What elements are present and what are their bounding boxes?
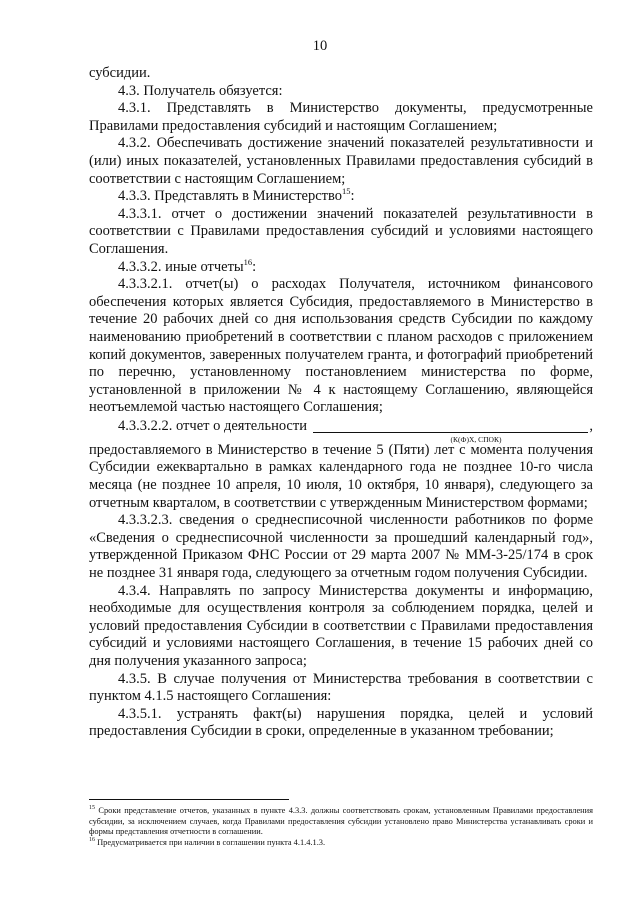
paragraph: 4.3.1. Представлять в Министерство документы, предусмотренные Правилами предоставления субсидий и настоящим Соглашением; xyxy=(89,100,593,134)
page-number: 10 xyxy=(312,38,328,54)
paragraph: 4.3.5.1. устранять факт(ы) нарушения порядка, целей и условий предоставления Субсидии в сроки, определенные в указанном требовании; xyxy=(89,705,593,740)
fill-in-line-row xyxy=(89,417,593,436)
footnote-ref: 16 xyxy=(243,256,253,267)
paragraph-tail: : xyxy=(252,258,257,275)
paragraph-tail: : xyxy=(350,188,355,205)
paragraph: субсидии. xyxy=(89,65,151,81)
footnote-ref: 15 xyxy=(342,186,351,197)
paragraph: 4.3.4. Направлять по запросу Министерства документы и информацию, необходимые для осуществления контроля за соблюдением порядка, целей и условий предоставления Субсидии в соответствии с Правилами предоставления субсидий и условиями настоящего Соглашения, в течение 15 рабочих дней со дня получения указанного запроса; xyxy=(89,582,593,669)
paragraph: предоставляемого в Министерство в течение 5 (Пяти) лет с момента получения Субсидии ежеквартально в рамках календарного года не позднее 10-го числа месяца (не позднее 10 апреля, 10 июля, 10 октября, 10 января), следующего за отчетным кварталом, в соответствии с утвержденным Министерством формами; xyxy=(89,441,593,511)
fill-in-blank xyxy=(313,417,588,433)
footnote-mark: 15 xyxy=(89,805,95,812)
paragraph xyxy=(89,188,593,206)
footnote-divider xyxy=(89,799,289,800)
paragraph-text: 4.3.3.2. иные отчеты xyxy=(118,258,244,275)
document-body xyxy=(89,65,593,741)
paragraph: 4.3.3.2.3. сведения о среднесписочной численности работников по форме «Сведения о среднесписочной численности за прошедший календарный год», утвержденной Приказом ФНС России от 29 марта 2007 № ММ-3-25/174 в срок не позднее 31 января года, следующего за отчетным годом получения Субсидии. xyxy=(89,512,593,582)
footnotes xyxy=(89,806,593,848)
paragraph-tail: , xyxy=(589,418,593,435)
paragraph: 4.3. Получатель обязуется: xyxy=(118,82,283,99)
paragraph xyxy=(89,256,593,277)
blank-hint-caption: (К(Ф)Х, СПОК) xyxy=(450,434,502,444)
footnote xyxy=(89,838,593,849)
footnote-text: Предусматривается при наличии в соглашении пункта 4.1.4.1.3. xyxy=(97,837,326,847)
footnote-text: Сроки представление отчетов, указанных в пункте 4.3.3. должны соответствовать срокам, установленным Правилами предоставления субсидии, за исключением случаев, когда Правилами предоставления субсидии установлено право Министерства устанавливать сроки и формы представления отчетности в соглашении. xyxy=(89,806,593,837)
paragraph: 4.3.5. В случае получения от Министерства требования в соответствии с пунктом 4.1.5 настоящего Соглашения: xyxy=(89,670,593,705)
paragraph: 4.3.3.2.1. отчет(ы) о расходах Получателя, источником финансового обеспечения которых является Субсидия, предоставляемого в Министерство в течение 20 рабочих дней со дня использования средств Субсидии по каждому наименованию приобретений в соответствии с планом расходов с приложением копий документов, заверенных получателем гранта, и фотографий приобретений по перечню, установленному постановлением министерства по форме, установленной в приложении № 4 к настоящему Соглашению, являющейся неотъемлемой частью настоящего Соглашения; xyxy=(89,276,593,416)
footnote xyxy=(89,806,593,838)
footnote-mark: 16 xyxy=(89,836,95,843)
paragraph-text: 4.3.3.2.2. отчет о деятельности xyxy=(118,418,307,435)
paragraph-text: 4.3.3. Представлять в Министерство xyxy=(118,188,342,205)
paragraph: 4.3.3.1. отчет о достижении значений показателей результативности в соответствии с Правилами предоставления субсидий и условиями настоящего Соглашения. xyxy=(89,205,593,257)
paragraph: 4.3.2. Обеспечивать достижение значений показателей результативности и (или) иных показателей, установленных Правилами предоставления субсидий в соответствии с настоящим Соглашением; xyxy=(89,135,593,187)
